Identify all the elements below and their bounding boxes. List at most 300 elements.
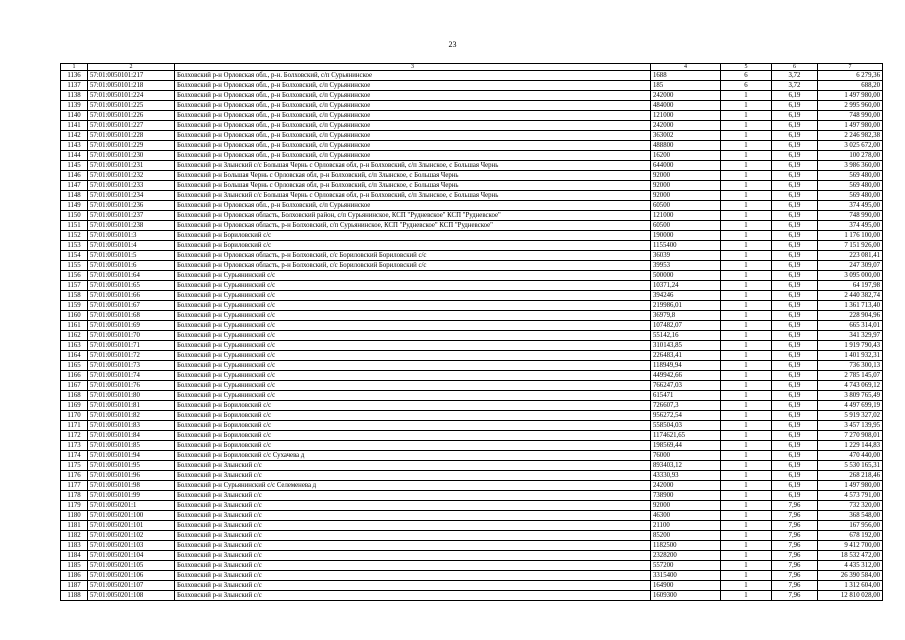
group-cell: 1 (721, 121, 772, 131)
area-cell: 118949,94 (651, 361, 721, 371)
location-cell: Болховский р-н Орловская обл., р-н Болховский, с/п Сурьянинское (175, 101, 651, 111)
cadastral-number-cell: 57:01:0050201:102 (88, 531, 175, 541)
table-row (61, 341, 883, 351)
value-cell: 3 809 765,49 (818, 391, 883, 401)
column-header: 7 (818, 64, 883, 71)
rate-cell: 7,96 (772, 501, 818, 511)
group-cell: 1 (721, 211, 772, 221)
cadastral-number-cell: 57:01:0050101:218 (88, 81, 175, 91)
area-cell: 726607,3 (651, 401, 721, 411)
group-cell: 1 (721, 231, 772, 241)
row-number-cell: 1159 (61, 301, 88, 311)
row-number-cell: 1153 (61, 241, 88, 251)
table-row (61, 331, 883, 341)
value-cell: 569 480,00 (818, 181, 883, 191)
value-cell: 247 309,07 (818, 261, 883, 271)
group-cell: 1 (721, 431, 772, 441)
value-cell: 100 278,00 (818, 151, 883, 161)
group-cell: 1 (721, 591, 772, 601)
location-cell: Болховский р-н Сурьянинский с/с Селеменева д (175, 481, 651, 491)
group-cell: 1 (721, 321, 772, 331)
group-cell: 1 (721, 151, 772, 161)
cadastral-number-cell: 57:01:0050101:81 (88, 401, 175, 411)
rate-cell: 6,19 (772, 481, 818, 491)
value-cell: 5 530 165,31 (818, 461, 883, 471)
row-number-cell: 1170 (61, 411, 88, 421)
area-cell: 76000 (651, 451, 721, 461)
row-number-cell: 1150 (61, 211, 88, 221)
area-cell: 43330,93 (651, 471, 721, 481)
row-number-cell: 1145 (61, 161, 88, 171)
row-number-cell: 1179 (61, 501, 88, 511)
rate-cell: 7,96 (772, 581, 818, 591)
cadastral-number-cell: 57:01:0050101:234 (88, 191, 175, 201)
area-cell: 242000 (651, 481, 721, 491)
row-number-cell: 1169 (61, 401, 88, 411)
group-cell: 1 (721, 111, 772, 121)
row-number-cell: 1155 (61, 261, 88, 271)
group-cell: 1 (721, 401, 772, 411)
value-cell: 12 810 028,00 (818, 591, 883, 601)
location-cell: Болховский р-н Бориловский с/с (175, 421, 651, 431)
area-cell: 107482,07 (651, 321, 721, 331)
row-number-cell: 1165 (61, 361, 88, 371)
location-cell: Болховский р-н Злынский с/с (175, 571, 651, 581)
value-cell: 228 904,96 (818, 311, 883, 321)
table-row (61, 111, 883, 121)
location-cell: Болховский р-н Орловская обл., р-н Болховский, с/п Сурьянинское (175, 151, 651, 161)
table-row (61, 521, 883, 531)
value-cell: 4 497 699,19 (818, 401, 883, 411)
rate-cell: 6,19 (772, 241, 818, 251)
row-number-cell: 1176 (61, 471, 88, 481)
rate-cell: 6,19 (772, 431, 818, 441)
table-row (61, 271, 883, 281)
value-cell: 7 151 926,00 (818, 241, 883, 251)
location-cell: Болховский р-н Сурьянинский с/с (175, 391, 651, 401)
rate-cell: 6,19 (772, 361, 818, 371)
value-cell: 3 025 672,00 (818, 141, 883, 151)
value-cell: 64 197,98 (818, 281, 883, 291)
area-cell: 484000 (651, 101, 721, 111)
value-cell: 2 785 145,07 (818, 371, 883, 381)
table-row (61, 311, 883, 321)
row-number-cell: 1151 (61, 221, 88, 231)
cadastral-number-cell: 57:01:0050201:101 (88, 521, 175, 531)
group-cell: 1 (721, 471, 772, 481)
cadastral-number-cell: 57:01:0050101:76 (88, 381, 175, 391)
cadastral-number-cell: 57:01:0050101:83 (88, 421, 175, 431)
table-row (61, 351, 883, 361)
rate-cell: 6,19 (772, 281, 818, 291)
rate-cell: 6,19 (772, 491, 818, 501)
table-row (61, 91, 883, 101)
group-cell: 1 (721, 251, 772, 261)
table-row (61, 581, 883, 591)
group-cell: 1 (721, 461, 772, 471)
group-cell: 1 (721, 501, 772, 511)
row-number-cell: 1186 (61, 571, 88, 581)
area-cell: 449942,66 (651, 371, 721, 381)
area-cell: 1182500 (651, 541, 721, 551)
rate-cell: 3,72 (772, 71, 818, 81)
row-number-cell: 1141 (61, 121, 88, 131)
value-cell: 1 312 604,00 (818, 581, 883, 591)
cadastral-number-cell: 57:01:0050101:232 (88, 171, 175, 181)
table-row (61, 401, 883, 411)
area-cell: 1155400 (651, 241, 721, 251)
rate-cell: 6,19 (772, 421, 818, 431)
value-cell: 4 573 791,00 (818, 491, 883, 501)
row-number-cell: 1144 (61, 151, 88, 161)
table-row (61, 481, 883, 491)
table-row (61, 141, 883, 151)
location-cell: Болховский р-н Орловская область, р-н Болховский, с/п Сурьянинское, КСП "Рудневское" КСП "Рудневское" (175, 221, 651, 231)
value-cell: 1 497 980,00 (818, 481, 883, 491)
group-cell: 1 (721, 581, 772, 591)
table-row (61, 131, 883, 141)
area-cell: 85200 (651, 531, 721, 541)
value-cell: 1 361 713,40 (818, 301, 883, 311)
value-cell: 2 246 982,38 (818, 131, 883, 141)
table-row (61, 451, 883, 461)
area-cell: 1174621,65 (651, 431, 721, 441)
group-cell: 1 (721, 481, 772, 491)
row-number-cell: 1149 (61, 201, 88, 211)
rate-cell: 6,19 (772, 391, 818, 401)
location-cell: Болховский р-н Злынский с/с (175, 561, 651, 571)
area-cell: 644000 (651, 161, 721, 171)
location-cell: Болховский р-н Сурьянинский с/с (175, 321, 651, 331)
group-cell: 1 (721, 571, 772, 581)
area-cell: 21100 (651, 521, 721, 531)
row-number-cell: 1172 (61, 431, 88, 441)
area-cell: 92000 (651, 191, 721, 201)
location-cell: Болховский р-н Сурьянинский с/с (175, 371, 651, 381)
table-row (61, 561, 883, 571)
value-cell: 2 995 960,00 (818, 101, 883, 111)
table-row (61, 241, 883, 251)
cadastral-number-cell: 57:01:0050201:106 (88, 571, 175, 581)
value-cell: 678 192,00 (818, 531, 883, 541)
row-number-cell: 1139 (61, 101, 88, 111)
table-row (61, 161, 883, 171)
location-cell: Болховский р-н Злынский с/с (175, 591, 651, 601)
area-cell: 3315400 (651, 571, 721, 581)
rate-cell: 6,19 (772, 331, 818, 341)
table-row (61, 571, 883, 581)
location-cell: Болховский р-н Злынский с/с (175, 501, 651, 511)
rate-cell: 7,96 (772, 591, 818, 601)
rate-cell: 6,19 (772, 301, 818, 311)
row-number-cell: 1163 (61, 341, 88, 351)
cadastral-number-cell: 57:01:0050101:65 (88, 281, 175, 291)
group-cell: 1 (721, 441, 772, 451)
location-cell: Болховский р-н Сурьянинский с/с (175, 341, 651, 351)
value-cell: 569 480,00 (818, 171, 883, 181)
group-cell: 1 (721, 341, 772, 351)
cadastral-number-cell: 57:01:0050201:100 (88, 511, 175, 521)
row-number-cell: 1180 (61, 511, 88, 521)
area-cell: 46300 (651, 511, 721, 521)
row-number-cell: 1177 (61, 481, 88, 491)
row-number-cell: 1152 (61, 231, 88, 241)
cadastral-number-cell: 57:01:0050201:103 (88, 541, 175, 551)
value-cell: 1 919 790,43 (818, 341, 883, 351)
row-number-cell: 1143 (61, 141, 88, 151)
location-cell: Болховский р-н Орловская обл., р-н Болховский, с/п Сурьянинское (175, 91, 651, 101)
rate-cell: 6,19 (772, 351, 818, 361)
cadastral-number-cell: 57:01:0050101:66 (88, 291, 175, 301)
area-cell: 198569,44 (651, 441, 721, 451)
area-cell: 60500 (651, 221, 721, 231)
cadastral-number-cell: 57:01:0050101:237 (88, 211, 175, 221)
rate-cell: 6,19 (772, 221, 818, 231)
area-cell: 956272,54 (651, 411, 721, 421)
value-cell: 5 919 327,02 (818, 411, 883, 421)
group-cell: 1 (721, 361, 772, 371)
location-cell: Болховский р-н Сурьянинский с/с (175, 361, 651, 371)
value-cell: 470 440,00 (818, 451, 883, 461)
table-row (61, 231, 883, 241)
rate-cell: 6,19 (772, 371, 818, 381)
value-cell: 223 081,41 (818, 251, 883, 261)
table-header-row (61, 64, 883, 71)
table-row (61, 211, 883, 221)
row-number-cell: 1182 (61, 531, 88, 541)
cadastral-number-cell: 57:01:0050101:230 (88, 151, 175, 161)
location-cell: Болховский р-н Злынский с/с (175, 461, 651, 471)
cadastral-number-cell: 57:01:0050101:5 (88, 251, 175, 261)
cadastral-number-cell: 57:01:0050101:231 (88, 161, 175, 171)
rate-cell: 6,19 (772, 471, 818, 481)
rate-cell: 6,19 (772, 191, 818, 201)
location-cell: Болховский р-н Бориловский с/с (175, 401, 651, 411)
value-cell: 3 986 360,00 (818, 161, 883, 171)
row-number-cell: 1174 (61, 451, 88, 461)
value-cell: 2 440 382,74 (818, 291, 883, 301)
location-cell: Болховский р-н Бориловский с/с (175, 241, 651, 251)
cadastral-number-cell: 57:01:0050101:69 (88, 321, 175, 331)
cadastral-number-cell: 57:01:0050101:64 (88, 271, 175, 281)
rate-cell: 6,19 (772, 381, 818, 391)
value-cell: 748 990,00 (818, 211, 883, 221)
column-header: 6 (772, 64, 818, 71)
cadastral-number-cell: 57:01:0050101:82 (88, 411, 175, 421)
value-cell: 4 743 069,12 (818, 381, 883, 391)
area-cell: 60500 (651, 201, 721, 211)
area-cell: 164900 (651, 581, 721, 591)
location-cell: Болховский р-н Большая Чернь с Орловская обл, р-н Болховский, с/п Злынское, с Большая Чернь (175, 171, 651, 181)
value-cell: 368 548,00 (818, 511, 883, 521)
area-cell: 558504,03 (651, 421, 721, 431)
row-number-cell: 1140 (61, 111, 88, 121)
location-cell: Болховский р-н Орловская обл., р-н Болховский, с/п Сурьянинское (175, 141, 651, 151)
rate-cell: 6,19 (772, 341, 818, 351)
table-row (61, 251, 883, 261)
rate-cell: 6,19 (772, 251, 818, 261)
value-cell: 569 480,00 (818, 191, 883, 201)
group-cell: 1 (721, 141, 772, 151)
row-number-cell: 1147 (61, 181, 88, 191)
page-number: 23 (448, 40, 457, 49)
table-row (61, 301, 883, 311)
cadastral-number-cell: 57:01:0050101:84 (88, 431, 175, 441)
group-cell: 1 (721, 301, 772, 311)
row-number-cell: 1148 (61, 191, 88, 201)
area-cell: 36979,8 (651, 311, 721, 321)
value-cell: 7 270 908,01 (818, 431, 883, 441)
location-cell: Болховский р-н Бориловский с/с Сухачева д (175, 451, 651, 461)
value-cell: 736 300,13 (818, 361, 883, 371)
group-cell: 1 (721, 411, 772, 421)
area-cell: 185 (651, 81, 721, 91)
location-cell: Болховский р-н Злынский с/с (175, 551, 651, 561)
cadastral-number-cell: 57:01:0050201:104 (88, 551, 175, 561)
table-row (61, 461, 883, 471)
location-cell: Болховский р-н Злынский с/с (175, 491, 651, 501)
cadastral-number-cell: 57:01:0050101:99 (88, 491, 175, 501)
location-cell: Болховский р-н Бориловский с/с (175, 441, 651, 451)
rate-cell: 6,19 (772, 91, 818, 101)
area-cell: 55142,16 (651, 331, 721, 341)
cadastral-number-cell: 57:01:0050101:68 (88, 311, 175, 321)
rate-cell: 7,96 (772, 521, 818, 531)
location-cell: Болховский р-н Орловская обл., р-н Болховский, с/п Сурьянинское (175, 81, 651, 91)
table-row (61, 221, 883, 231)
rate-cell: 7,96 (772, 561, 818, 571)
value-cell: 1 497 980,00 (818, 91, 883, 101)
table-row (61, 491, 883, 501)
area-cell: 1688 (651, 71, 721, 81)
column-header: 2 (88, 64, 175, 71)
group-cell: 1 (721, 291, 772, 301)
rate-cell: 6,19 (772, 401, 818, 411)
cadastral-number-cell: 57:01:0050101:238 (88, 221, 175, 231)
row-number-cell: 1181 (61, 521, 88, 531)
group-cell: 1 (721, 241, 772, 251)
location-cell: Болховский р-н Орловская обл., р-н Болховский, с/п Сурьянинское (175, 121, 651, 131)
cadastral-number-cell: 57:01:0050101:71 (88, 341, 175, 351)
group-cell: 1 (721, 181, 772, 191)
area-cell: 557200 (651, 561, 721, 571)
rate-cell: 6,19 (772, 311, 818, 321)
rate-cell: 6,19 (772, 201, 818, 211)
table-row (61, 151, 883, 161)
rate-cell: 6,19 (772, 231, 818, 241)
value-cell: 3 457 139,95 (818, 421, 883, 431)
rate-cell: 6,19 (772, 271, 818, 281)
row-number-cell: 1162 (61, 331, 88, 341)
table-row (61, 181, 883, 191)
value-cell: 665 314,01 (818, 321, 883, 331)
table-row (61, 261, 883, 271)
table-row (61, 321, 883, 331)
row-number-cell: 1167 (61, 381, 88, 391)
area-cell: 310143,85 (651, 341, 721, 351)
cadastral-number-cell: 57:01:0050201:105 (88, 561, 175, 571)
row-number-cell: 1171 (61, 421, 88, 431)
group-cell: 1 (721, 371, 772, 381)
value-cell: 268 218,46 (818, 471, 883, 481)
cadastral-number-cell: 57:01:0050201:1 (88, 501, 175, 511)
rate-cell: 7,96 (772, 531, 818, 541)
row-number-cell: 1168 (61, 391, 88, 401)
table-row (61, 381, 883, 391)
cadastral-number-cell: 57:01:0050101:6 (88, 261, 175, 271)
location-cell: Болховский р-н Орловская область, р-н Болховский, с/с Бориловский Бориловский с/с (175, 251, 651, 261)
rate-cell: 6,19 (772, 441, 818, 451)
column-header: 5 (721, 64, 772, 71)
cadastral-number-cell: 57:01:0050101:94 (88, 451, 175, 461)
table-row (61, 191, 883, 201)
location-cell: Болховский р-н Злынский с/с (175, 521, 651, 531)
location-cell: Болховский р-н Сурьянинский с/с (175, 281, 651, 291)
row-number-cell: 1183 (61, 541, 88, 551)
cadastral-number-cell: 57:01:0050101:226 (88, 111, 175, 121)
table-row (61, 441, 883, 451)
table-row (61, 361, 883, 371)
group-cell: 1 (721, 551, 772, 561)
group-cell: 6 (721, 71, 772, 81)
area-cell: 226483,41 (651, 351, 721, 361)
table-row (61, 291, 883, 301)
group-cell: 1 (721, 511, 772, 521)
area-cell: 121000 (651, 111, 721, 121)
table-row (61, 71, 883, 81)
location-cell: Болховский р-н Сурьянинский с/с (175, 271, 651, 281)
cadastral-number-cell: 57:01:0050101:96 (88, 471, 175, 481)
area-cell: 500000 (651, 271, 721, 281)
cadastral-number-cell: 57:01:0050101:72 (88, 351, 175, 361)
location-cell: Болховский р-н Злынский с/с (175, 471, 651, 481)
table-row (61, 391, 883, 401)
location-cell: Болховский р-н Злынский с/с Большая Чернь с Орловская обл, р-н Болховский, с/п Злынское, с Большая Чернь (175, 191, 651, 201)
cadastral-number-cell: 57:01:0050101:67 (88, 301, 175, 311)
row-number-cell: 1146 (61, 171, 88, 181)
rate-cell: 6,19 (772, 461, 818, 471)
location-cell: Болховский р-н Сурьянинский с/с (175, 351, 651, 361)
area-cell: 394246 (651, 291, 721, 301)
rate-cell: 7,96 (772, 541, 818, 551)
row-number-cell: 1138 (61, 91, 88, 101)
location-cell: Болховский р-н Орловская обл., р-н. Болховский, с/п Сурьянинское (175, 71, 651, 81)
rate-cell: 7,96 (772, 551, 818, 561)
rate-cell: 6,19 (772, 151, 818, 161)
value-cell: 1 497 980,00 (818, 121, 883, 131)
data-table (60, 63, 883, 601)
group-cell: 6 (721, 81, 772, 91)
rate-cell: 6,19 (772, 131, 818, 141)
location-cell: Болховский р-н Бориловский с/с (175, 231, 651, 241)
group-cell: 1 (721, 171, 772, 181)
table-row (61, 171, 883, 181)
location-cell: Болховский р-н Орловская область, Болховский район, с/п Сурьянинское, КСП "Рудневское" КСП "Рудневское" (175, 211, 651, 221)
row-number-cell: 1157 (61, 281, 88, 291)
group-cell: 1 (721, 91, 772, 101)
cadastral-number-cell: 57:01:0050101:236 (88, 201, 175, 211)
table-row (61, 371, 883, 381)
group-cell: 1 (721, 131, 772, 141)
table-row (61, 501, 883, 511)
table-row (61, 531, 883, 541)
cadastral-number-cell: 57:01:0050101:80 (88, 391, 175, 401)
table-row (61, 201, 883, 211)
table-row (61, 101, 883, 111)
table-row (61, 431, 883, 441)
group-cell: 1 (721, 451, 772, 461)
group-cell: 1 (721, 261, 772, 271)
